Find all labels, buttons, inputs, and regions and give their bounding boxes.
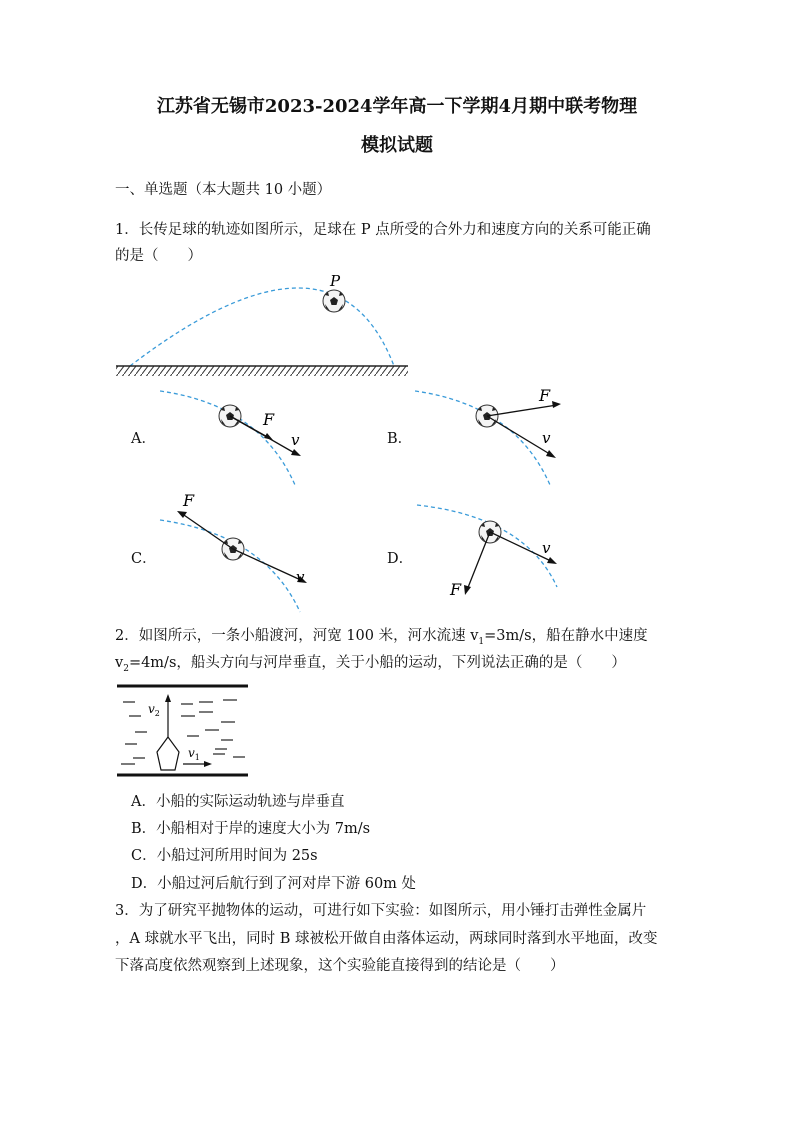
force-label: F [539, 386, 551, 405]
boat-icon [157, 737, 179, 770]
q1-option-a-figure [160, 385, 320, 490]
football-icon [323, 290, 345, 312]
q1-option-b-figure [415, 385, 575, 490]
q2-option-a: A．小船的实际运动轨迹与岸垂直 [131, 794, 345, 810]
q2-stem-line1: 2．如图所示，一条小船渡河，河宽 100 米，河水流速 $v_1=3m/s$，船在静水中速度 [115, 628, 648, 647]
paper-title: 江苏省无锡市2023-2024学年高一下学期4月期中联考物理 [156, 96, 638, 117]
force-arrow [467, 532, 490, 590]
water-marks [121, 700, 245, 764]
q2-option-b: B．小船相对于岸的速度大小为 7m/s [131, 821, 371, 837]
q2-option-d: D．小船过河后航行到了河对岸下游 60m 处 [131, 876, 417, 892]
point-p-label: P [330, 272, 341, 290]
trajectory-curve [130, 288, 394, 366]
q2-stem-line2: $v_2=4m/s$，船头方向与河岸垂直，关于小船的运动，下列说法正确的是（ ） [115, 655, 626, 674]
v2-label: $v_2$ [148, 702, 160, 718]
q1-option-d-letter: D． [387, 551, 414, 567]
velocity-arrow [233, 549, 303, 581]
q1-stem-line1: 1．长传足球的轨迹如图所示，足球在 P 点所受的合外力和速度方向的关系可能正确 [115, 222, 651, 238]
q1-option-c-figure [155, 490, 315, 615]
velocity-label: v [291, 431, 300, 449]
velocity-label: v [542, 539, 551, 557]
force-label: F [183, 491, 195, 510]
ground-hatching [116, 366, 408, 376]
q1-option-d-figure [415, 495, 575, 610]
force-label: F [263, 410, 275, 429]
force-label: F [450, 580, 462, 599]
q2-river-figure [115, 682, 250, 780]
force-arrow [487, 405, 557, 416]
q3-stem-line3: 下落高度依然观察到上述现象，这个实验能直接得到的结论是（ ） [115, 958, 565, 974]
q2-option-c: C．小船过河所用时间为 25s [131, 848, 318, 864]
q1-trajectory-figure [112, 270, 412, 380]
q3-stem-line2: ，A 球就水平飞出，同时 B 球被松开做自由落体运动，两球同时落到水平地面，改变 [115, 931, 658, 947]
q1-option-b-letter: B． [387, 431, 413, 447]
velocity-label: v [296, 568, 305, 586]
force-arrow [181, 513, 233, 549]
q1-option-a-letter: A． [131, 431, 156, 447]
q3-stem-line1: 3．为了研究平抛物体的运动，可进行如下实验：如图所示，用小锤打击弹性金属片 [115, 903, 647, 919]
q1-stem-line2: 的是（ ） [115, 248, 202, 264]
v1-label: $v_1$ [188, 746, 200, 762]
section-heading: 一、单选题（本大题共 10 小题） [115, 182, 332, 198]
paper-subtitle: 模拟试题 [361, 135, 433, 156]
velocity-label: v [542, 429, 551, 447]
q1-option-c-letter: C． [131, 551, 157, 567]
